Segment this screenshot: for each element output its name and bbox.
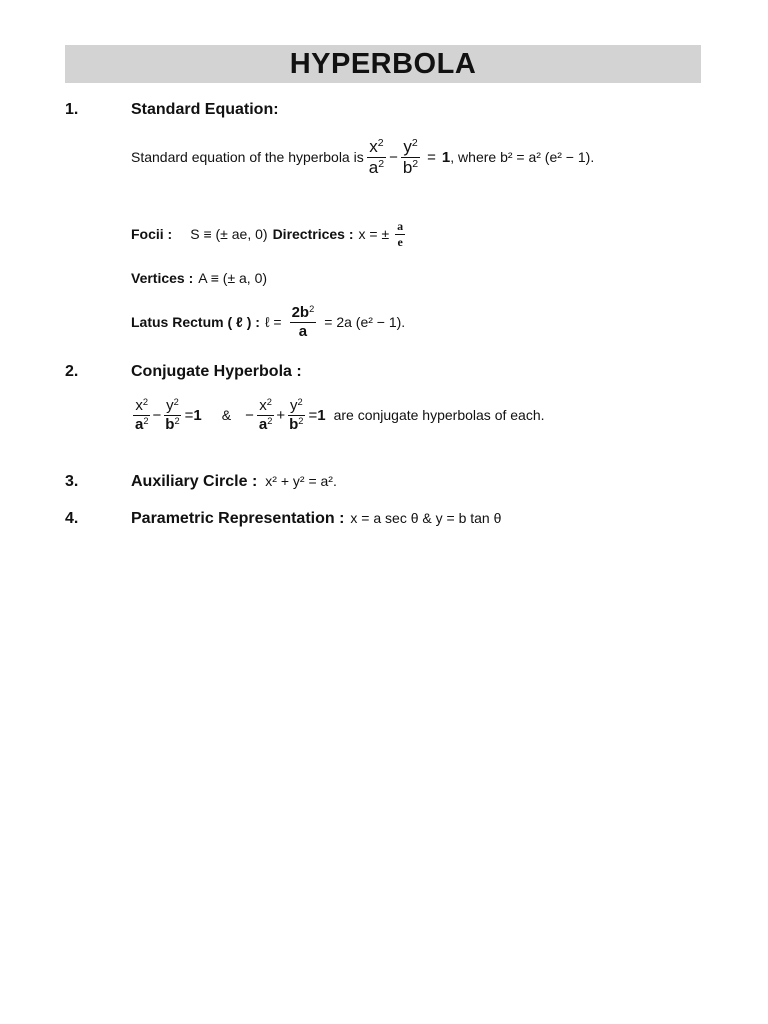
directrices-value: x = ± [358, 226, 390, 243]
vertices-value: A ≡ (± a, 0) [198, 270, 268, 286]
focii-label: Focii : [131, 226, 173, 243]
latus-rectum-label: Latus Rectum ( ℓ ) : [131, 314, 260, 331]
equals-one: 1 [441, 148, 451, 166]
minus-sign: − [389, 148, 398, 166]
ampersand: & [221, 407, 232, 424]
x2-over-a2-first: $\frac{x^2}{a^2}$ [135, 396, 149, 433]
y2-over-b2-second: $\frac{y^2}{b^2}$ [289, 396, 304, 433]
2b2-over-a: $\frac{2b^2}{a}$ [291, 303, 315, 340]
conjugate-tail-text: are conjugate hyperbolas of each. [333, 407, 545, 424]
section-3-number: 3. [65, 473, 79, 490]
vertices-label: Vertices : [131, 270, 194, 286]
focii-directrices-line [131, 220, 408, 248]
equals-sign-3: = [308, 406, 318, 424]
section-1-number: 1. [65, 101, 79, 118]
conjugate-equations-line [131, 398, 545, 433]
page-title: HYPERBOLA [289, 48, 477, 80]
focii-value: S ≡ (± ae, 0) [190, 226, 268, 243]
standard-equation-text: Standard equation of the hyperbola is [131, 149, 364, 166]
one-2: 1 [193, 406, 202, 424]
parametric-equation: x = a sec θ & y = b tan θ [350, 510, 502, 526]
section-3-line [131, 473, 337, 491]
title-bar [65, 45, 701, 83]
auxiliary-circle-equation: x² + y² = a². [265, 473, 337, 489]
equals-sign-2: = [184, 406, 194, 424]
section-4-line [131, 510, 501, 528]
one-3: 1 [317, 406, 326, 424]
directrices-label: Directrices : [272, 226, 354, 243]
y2-over-b2-first: $\frac{y^2}{b^2}$ [165, 396, 180, 433]
where-clause: , where b² = a² (e² − 1). [450, 149, 595, 166]
section-4-number: 4. [65, 510, 79, 527]
leading-minus: − [245, 406, 254, 424]
equals-sign: = [427, 148, 436, 166]
a-over-e: $\frac{a}{e}$ [397, 219, 404, 249]
section-2-number: 2. [65, 363, 79, 380]
x2-over-a2-second: $\frac{x^2}{a^2}$ [258, 396, 273, 433]
vertices-line [131, 270, 267, 286]
section-2-heading: Conjugate Hyperbola : [131, 363, 302, 380]
section-4-heading: Parametric Representation : [131, 510, 345, 527]
section-3-heading: Auxiliary Circle : [131, 473, 258, 490]
latus-rectum-line [131, 305, 405, 340]
latus-rectum-result: = 2a (e² − 1). [324, 314, 406, 331]
latus-rectum-eq: ℓ = [264, 314, 282, 331]
y2-over-b2: $\frac{y^2}{b^2}$ [402, 137, 419, 177]
plus-sign: + [276, 406, 286, 424]
section-1-heading: Standard Equation: [131, 101, 279, 118]
standard-equation-line [131, 138, 594, 177]
x2-over-a2: $\frac{x^2}{a^2}$ [368, 137, 385, 177]
minus-sign-2: − [152, 406, 162, 424]
